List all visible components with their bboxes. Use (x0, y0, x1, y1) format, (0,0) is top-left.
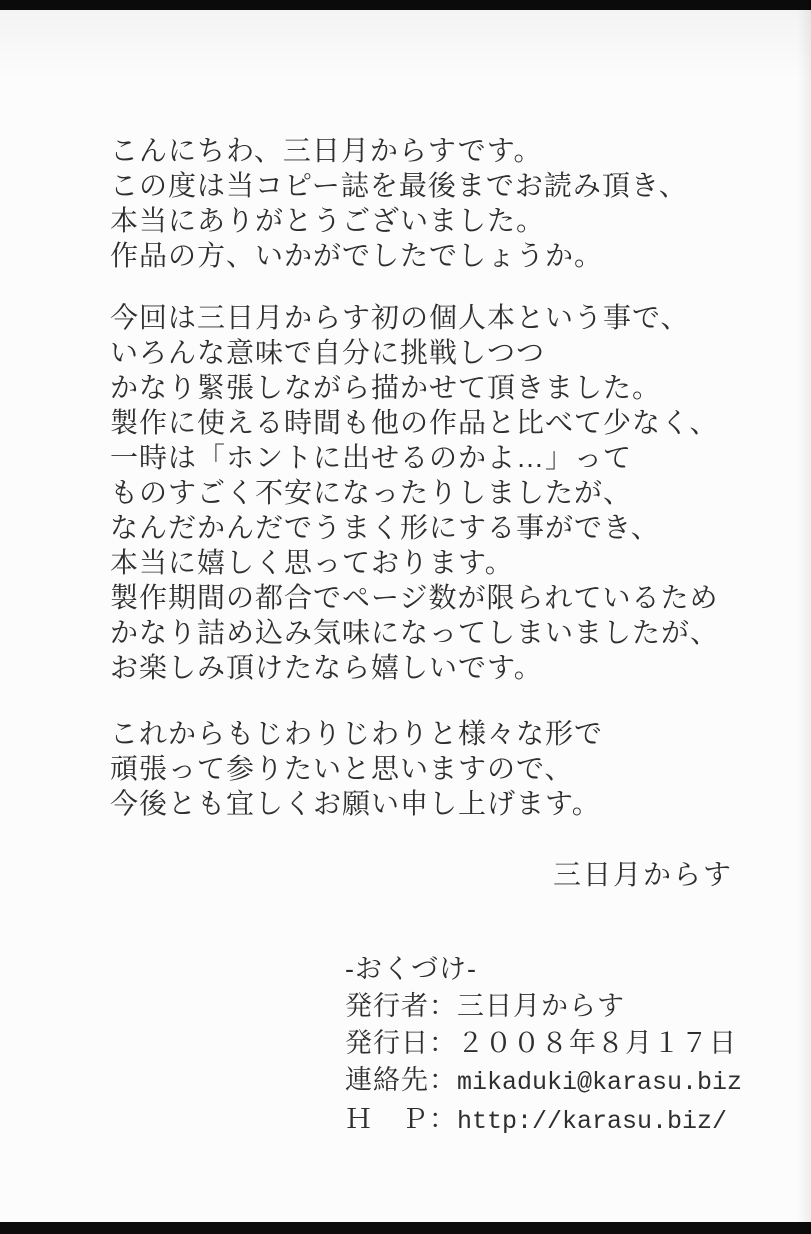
text-line: 頑張って参りたいと思いますので、 (110, 753, 574, 784)
colophon-publisher-value: 三日月からす (457, 991, 625, 1021)
colophon-homepage-url: http://karasu.biz/ (457, 1107, 728, 1136)
colophon-row-contact-email (345, 1062, 742, 1101)
colophon-email-value: mikaduki@karasu.biz (457, 1068, 743, 1097)
afterword-paragraph-main (110, 300, 771, 685)
scan-shading-top (0, 10, 811, 80)
colophon-label: 連絡先： (345, 1065, 457, 1095)
text-line: これからもじわりじわりと様々な形で (110, 718, 604, 749)
text-line: こんにちわ、三日月からすです。 (110, 135, 543, 166)
colophon-row-publish-date (345, 1025, 742, 1062)
text-line: 一時は「ホントに出せるのかよ…」って (110, 442, 633, 473)
afterword-paragraph-greeting (110, 133, 771, 273)
text-line: ものすごく不安になったりしましたが、 (110, 477, 633, 508)
text-line: なんだかんだでうまく形にする事ができ、 (110, 512, 660, 543)
text-line: この度は当コピー誌を最後までお読み頂き、 (110, 170, 688, 201)
colophon-label: Ｈ Ｐ： (345, 1104, 457, 1134)
text-line: 今回は三日月からす初の個人本という事で、 (110, 302, 690, 333)
colophon-row-publisher (345, 988, 742, 1025)
text-line: 今後とも宜しくお願い申し上げます。 (110, 788, 601, 819)
text-line: 作品の方、いかがでしたでしょうか。 (110, 240, 604, 271)
text-line: お楽しみ頂けたなら嬉しいです。 (110, 652, 543, 683)
scan-edge-bottom-bar (0, 1222, 811, 1234)
colophon-title: -おくづけ- (345, 954, 477, 984)
colophon-label: 発行日： (345, 1028, 457, 1058)
colophon-block (345, 951, 742, 1140)
afterword-paragraph-closing (110, 716, 771, 821)
text-line: かなり詰め込み気味になってしまいましたが、 (110, 617, 720, 648)
colophon-row-homepage (345, 1101, 742, 1140)
text-line: 製作期間の都合でページ数が限られているため (110, 582, 719, 613)
author-signature: 三日月からす (552, 859, 733, 890)
colophon-date-value: ２００８年８月１７日 (457, 1028, 737, 1058)
text-line: 本当にありがとうございました。 (110, 205, 546, 236)
text-line: 製作に使える時間も他の作品と比べて少なく、 (110, 407, 719, 438)
text-line: 本当に嬉しく思っております。 (110, 547, 514, 578)
scan-shading-right (797, 0, 811, 1234)
text-line: いろんな意味で自分に挑戦しつつ (110, 337, 546, 368)
scan-edge-top-bar (0, 0, 811, 10)
text-line: かなり緊張しながら描かせて頂きました。 (110, 372, 662, 403)
colophon-label: 発行者： (345, 991, 457, 1021)
